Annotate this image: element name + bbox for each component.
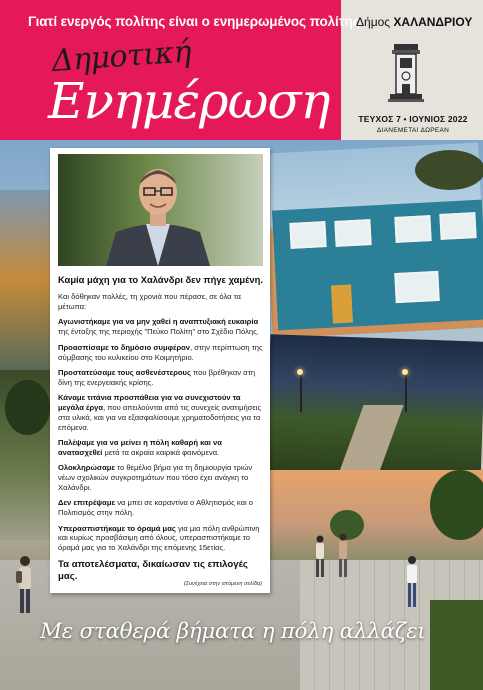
school-door [331, 285, 353, 324]
point-lead: Προασπίσαμε το δημόσιο συμφέρον [58, 342, 191, 352]
point-lead: Δεν επιτρέψαμε [58, 498, 116, 508]
article-point [58, 438, 264, 458]
article-point [58, 498, 264, 518]
point-text: μετά τα ακραία καιρικά φαινόμενα. [102, 447, 220, 457]
man-walking-figure [404, 555, 420, 611]
point-text: , που απειλούνται από τις συνεχείς ανατιμήσεις στα υλικά, και για να εξασφαλίσουμε χρηματοδοτήσεις για τα επόμενα. [58, 402, 262, 432]
point-text: να μπει σε καραντίνα ο Αθλητισμός και ο Πολιτισμός στην πόλη. [58, 498, 253, 518]
mayor-photo [58, 154, 263, 266]
article-point [58, 393, 264, 432]
hedge [430, 600, 483, 690]
school-window [394, 215, 431, 243]
municipality-prefix: Δήμος [356, 15, 391, 29]
tagline: Γιατί ενεργός πολίτης είναι ο ενημερωμένος πολίτης [28, 14, 360, 29]
school-window [334, 219, 371, 247]
lamp-light [297, 369, 303, 375]
article-card [50, 148, 270, 593]
masthead-title: Ενημέρωση [48, 72, 330, 130]
point-lead: Αγωνιστήκαμε για να μην χαθεί η αναπτυξιακή ευκαιρία [58, 317, 259, 327]
point-text: το θεμέλιο βήμα για τη δημιουργία τριών νέων σχολικών συγκροτημάτων που τόσο έχει ανάγκη το Χαλάνδρι. [58, 463, 253, 492]
point-text: της ένταξης της περιοχής "Πεύκο Πολίτη" στο Σχέδιο Πόλης. [58, 327, 259, 337]
article-closing: Τα αποτελέσματα, δικαίωσαν τις επιλογές μας. [58, 558, 248, 583]
family-figure [313, 535, 327, 579]
municipality-label [356, 15, 472, 29]
masthead-title-small: Δημοτική [50, 34, 193, 79]
article-point [58, 524, 264, 554]
article-point [58, 317, 264, 337]
school-window [289, 221, 326, 249]
tree [430, 470, 483, 540]
school-window [439, 212, 476, 240]
family-figure [336, 533, 350, 579]
woman-walking-figure [14, 555, 36, 617]
street-lamp [300, 372, 302, 412]
street-lamp [405, 372, 407, 412]
point-lead: Ολοκληρώσαμε [58, 463, 115, 473]
municipality-name: ΧΑΛΑΝΔΡΙΟΥ [393, 15, 473, 29]
article-body [58, 274, 264, 584]
article-headline: Καμία μάχη για το Χαλάνδρι δεν πήγε χαμένη. [58, 274, 263, 285]
school-window [394, 271, 440, 303]
cover-slogan: Με σταθερά βήματα η πόλη αλλάζει [40, 619, 426, 644]
point-text: που βρέθηκαν στη δίνη της ενεργειακής κρίσης. [58, 367, 256, 387]
point-lead: Υπερασπιστήκαμε το όραμά μας [58, 523, 176, 533]
tree [5, 380, 50, 435]
issue-label: ΤΕΥΧΟΣ 7 • ΙΟΥΝΙΟΣ 2022 [358, 114, 468, 124]
distribution-label: ΔΙΑΝΕΜΕΤΑΙ ΔΩΡΕΑΝ [376, 127, 450, 134]
point-text: , στην περίπτωση της σύμβασης του κυλικείου στο Κοιμητήριο. [58, 342, 263, 362]
point-lead: Κάναμε τιτάνια προσπάθεια για να συνεχιστούν τα μεγάλα έργα [58, 393, 241, 412]
continued-note: (Συνέχεια στην επόμενη σελίδα) [183, 581, 262, 587]
point-lead: Παλέψαμε για να μείνει η πόλη καθαρή και να ανατασχεθεί [58, 438, 222, 457]
mayor-portrait [58, 154, 263, 266]
left-building-photo [0, 190, 52, 370]
article-point [58, 343, 264, 363]
point-text: για μια πόλη ανθρώπινη και κυρίως προσβάσιμη από όλους, υπερασπιστήκαμε το όραμά μας για το Χαλάνδρι της επόμενης 15ετίας. [58, 523, 260, 553]
article-point [58, 463, 264, 493]
article-intro: Και δόθηκαν πολλές, τη χρονιά που πέρασε, σε όλα τα μέτωπα: [58, 292, 241, 312]
lamp-light [402, 369, 408, 375]
municipality-tower-logo [386, 38, 426, 108]
point-lead: Προστατεύσαμε τους ασθενέστερους [58, 367, 191, 377]
article-point [58, 368, 264, 388]
tree [415, 150, 483, 190]
